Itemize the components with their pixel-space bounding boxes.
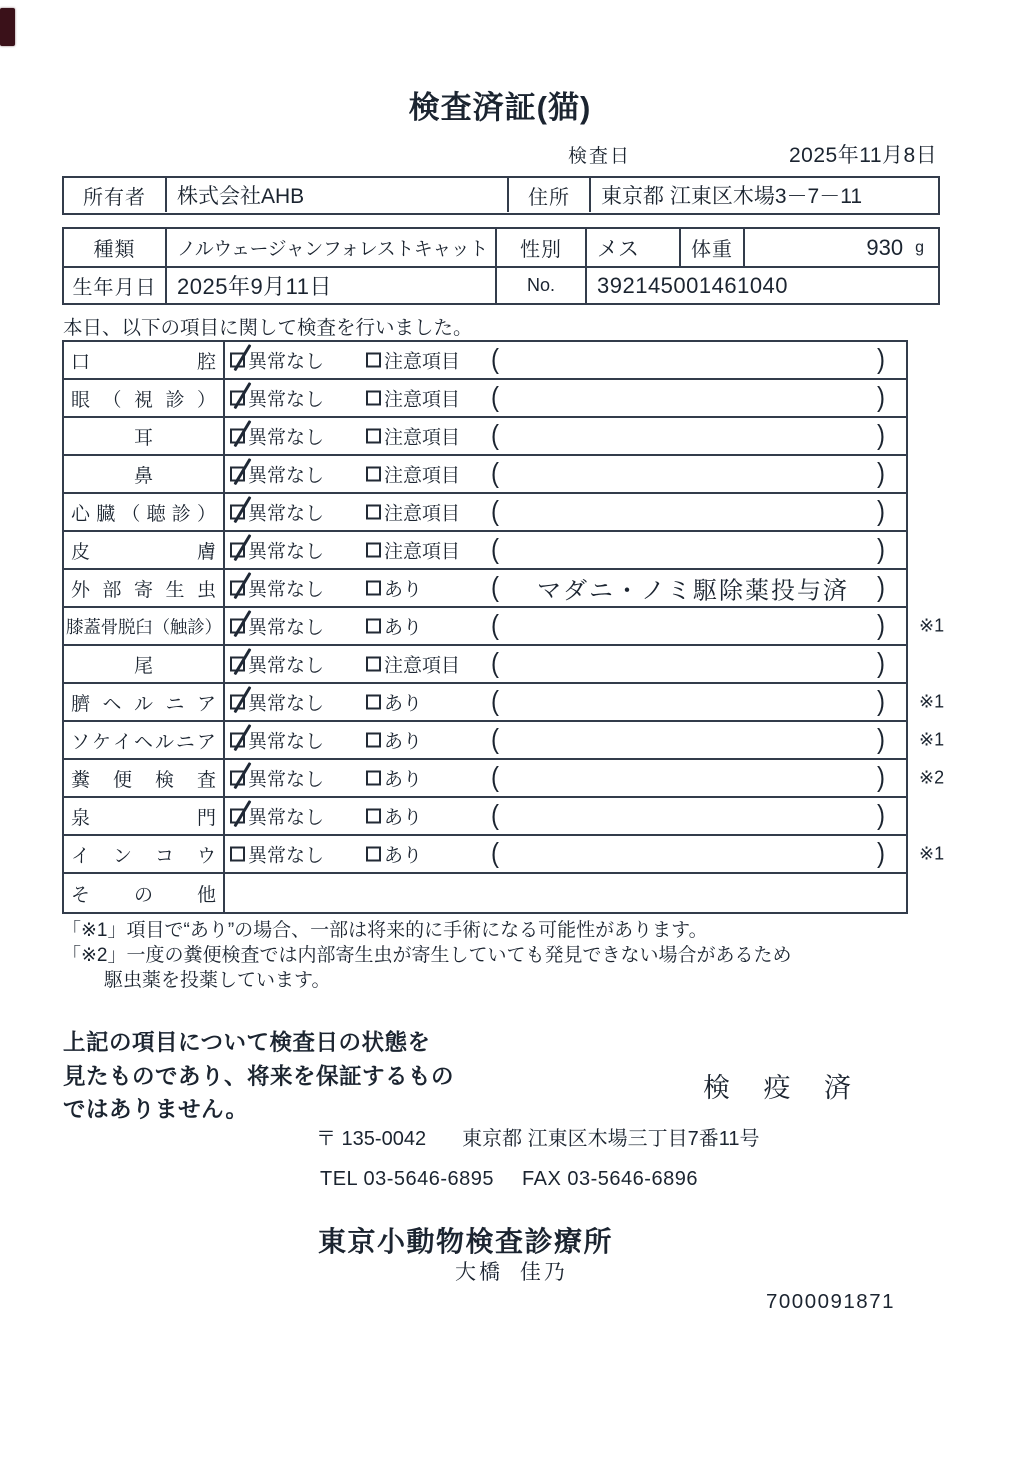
exam-item-content [225,380,906,416]
checkbox-group-ok [230,423,324,450]
checkbox-group-alt [366,499,460,526]
paren-close: ) [877,571,885,603]
disclaimer-line-2: 見たものであり、将来を保証するもの [63,1063,455,1089]
checkbox-alt-label: 注意項目 [384,465,461,487]
exam-item-content [225,418,906,454]
checkbox-alt [366,429,381,444]
pet-row-breed [64,229,938,266]
paren-close: ) [877,609,885,641]
paren-open: ( [491,457,499,489]
inspection-date-label: 検査日 [568,146,632,167]
exam-item-content [225,760,945,796]
checkbox-no-abnormality-label: 異常なし [248,389,325,411]
checkbox-no-abnormality [230,733,245,748]
serial-number: 7000091871 [766,1290,896,1313]
checkbox-group-alt [366,575,422,602]
exam-row [64,760,945,798]
checkbox-group-alt [366,423,460,450]
exam-item-content [225,456,906,492]
exam-item-content [225,874,906,912]
checkbox-no-abnormality [230,771,245,786]
exam-item-content [225,342,906,378]
exam-item-content [225,798,906,834]
paren-open: ( [491,685,499,717]
checkbox-alt [366,353,381,368]
scan-artifact [0,8,15,46]
row-note: ※1 [919,843,945,864]
checkbox-group-ok [230,461,324,488]
exam-table [62,340,945,914]
exam-item-name: 糞 便 検 査 [64,760,225,796]
birth-value: 2025年9月11日 [165,268,495,303]
owner-label: 所有者 [83,186,146,209]
checkbox-group-alt [366,613,422,640]
exam-item-name: 口 腔 [64,342,225,378]
checkbox-alt-label: あり [384,769,423,791]
exam-item-content [225,836,945,872]
paren-close: ) [877,685,885,717]
address-label: 住所 [507,178,589,212]
exam-item-content [225,608,945,644]
paren-close: ) [877,457,885,489]
exam-row [64,646,906,684]
checkbox-group-ok [230,727,324,754]
checkbox-alt [366,505,381,520]
row-note: ※1 [919,615,945,636]
exam-item-content [225,646,906,682]
checkbox-no-abnormality [230,429,245,444]
paren-open: ( [491,609,499,641]
exam-row [64,798,906,836]
checkbox-alt-label: 注意項目 [384,389,461,411]
breed-label: 種類 [93,239,136,261]
paren-close: ) [877,343,885,375]
exam-item-name: イ ン コ ウ [64,836,225,872]
checkbox-no-abnormality [230,657,245,672]
checkbox-group-alt [366,651,460,678]
checkbox-group-alt [366,689,422,716]
paren-close: ) [877,533,885,565]
disclaimer-line-3: ではありません。 [63,1097,249,1122]
exam-row [64,456,906,494]
checkbox-no-abnormality-label: 異常なし [248,579,325,601]
pet-table [62,227,940,305]
birth-label: 生年月日 [72,277,157,299]
owner-value: 株式会社AHB [165,178,507,212]
checkbox-alt [366,467,381,482]
paren-close: ) [877,419,885,451]
checkbox-alt [366,391,381,406]
exam-item-name: 臍 ヘ ル ニ ア [64,684,225,720]
paren-close: ) [877,799,885,831]
exam-item-content [225,722,945,758]
checkbox-no-abnormality-label: 異常なし [248,655,325,677]
paren-open: ( [491,571,499,603]
checkbox-no-abnormality-label: 異常なし [248,465,325,487]
no-label: No. [495,268,585,303]
paren-open: ( [491,495,499,527]
exam-item-content [225,684,945,720]
exam-item-name: 泉 門 [64,798,225,834]
checkbox-no-abnormality-label: 異常なし [248,617,325,639]
clinic-fax: FAX 03-5646-6896 [522,1168,698,1190]
checkbox-alt-label: あり [384,807,423,829]
inspection-date-value: 2025年11月8日 [789,144,938,167]
checkbox-group-ok [230,537,324,564]
pet-row-birth [64,266,938,303]
checkbox-no-abnormality [230,695,245,710]
no-value: 392145001461040 [585,268,938,303]
exam-item-name: 耳 [64,418,225,454]
note-1: 「※1」項目で“あり”の場合、一部は将来的に手術になる可能性があります。 [62,920,708,941]
checkbox-no-abnormality [230,543,245,558]
note-3: 駆虫薬を投薬しています。 [104,970,331,991]
exam-item-name: そ の 他 [64,874,225,912]
clinic-contact-row [320,1168,698,1191]
weight-label: 体重 [679,229,743,266]
checkbox-group-alt [366,385,460,412]
veterinarian-name: 大橋 佳乃 [455,1261,568,1284]
checkbox-no-abnormality [230,619,245,634]
disclaimer-statement [63,1026,454,1127]
checkbox-group-alt [366,537,460,564]
owner-table [62,176,940,215]
exam-row [64,380,906,418]
exam-item-name: 膝 蓋 骨 脱 臼 （ 触 診 ） [64,608,225,644]
checkbox-alt [366,543,381,558]
exam-item-name: 尾 [64,646,225,682]
checkbox-group-ok [230,651,324,678]
address-value: 東京都 江東区木場3－7－11 [589,178,938,212]
exam-row [64,494,906,532]
checkbox-alt [366,657,381,672]
exam-row [64,608,945,646]
exam-item-content [225,570,906,606]
checkbox-alt-label: あり [384,731,423,753]
checkbox-no-abnormality-label: 異常なし [248,769,325,791]
page-title: 検査済証(猫) [408,90,592,125]
checkbox-no-abnormality [230,581,245,596]
checkbox-no-abnormality [230,353,245,368]
row-note: ※1 [919,691,945,712]
checkbox-group-ok [230,385,324,412]
checkbox-alt [366,733,381,748]
checkbox-alt [366,771,381,786]
checkbox-group-ok [230,499,324,526]
exam-item-name: 眼 （ 視 診 ） [64,380,225,416]
breed-value: ノルウェージャンフォレストキャット [165,229,495,266]
checkbox-alt-label: あり [384,617,423,639]
exam-row [64,722,945,760]
paren-open: ( [491,761,499,793]
checkbox-alt-label: あり [384,693,423,715]
paren-close: ) [877,837,885,869]
checkbox-group-ok [230,347,324,374]
weight-value: 930 [866,234,904,260]
checkbox-group-ok [230,613,324,640]
checkbox-group-ok [230,689,324,716]
checkbox-no-abnormality [230,391,245,406]
exam-item-name: 心 臓 （ 聴 診 ） [64,494,225,530]
exam-row [64,684,945,722]
exam-item-name: 皮 膚 [64,532,225,568]
paren-open: ( [491,799,499,831]
paren-close: ) [877,381,885,413]
checkbox-no-abnormality-label: 異常なし [248,693,325,715]
weight-unit: g [915,238,924,256]
checkbox-alt [366,581,381,596]
checkbox-no-abnormality [230,467,245,482]
exam-row [64,874,906,912]
checkbox-group-ok [230,575,324,602]
paren-open: ( [491,419,499,451]
checkbox-alt-label: 注意項目 [384,541,461,563]
exam-row [64,418,906,456]
checkbox-alt [366,809,381,824]
checkbox-no-abnormality-label: 異常なし [248,541,325,563]
exam-item-content [225,532,906,568]
checkbox-alt-label: あり [384,845,423,867]
checkbox-no-abnormality [230,809,245,824]
checkbox-no-abnormality [230,505,245,520]
checkbox-alt [366,619,381,634]
clinic-address-row [316,1122,760,1151]
exam-item-name: ソ ケ イ ヘ ル ニ ア [64,722,225,758]
exam-intro: 本日、以下の項目に関して検査を行いました。 [63,317,473,339]
note-2: 「※2」一度の糞便検査では内部寄生虫が寄生していても発見できない場合があるため [62,945,792,966]
exam-row [64,570,906,608]
checkbox-alt-label: 注意項目 [384,427,461,449]
exam-row [64,532,906,570]
checkbox-alt [366,847,381,862]
row-note: ※1 [919,729,945,750]
disclaimer-line-1: 上記の項目について検査日の状態を [63,1030,431,1055]
clinic-address: 東京都 江東区木場三丁目7番11号 [462,1128,760,1150]
checkbox-alt-label: 注意項目 [384,351,461,373]
paren-open: ( [491,837,499,869]
checkbox-group-alt [366,727,422,754]
sex-value: メス [585,229,679,266]
quarantine-stamp: 検 疫 済 [703,1073,865,1103]
checkbox-alt-label: 注意項目 [384,655,461,677]
paren-close: ) [877,723,885,755]
paren-open: ( [491,381,499,413]
exam-item-name: 外 部 寄 生 虫 [64,570,225,606]
checkbox-alt [366,695,381,710]
checkbox-no-abnormality-label: 異常なし [248,503,325,525]
checkbox-group-ok [230,803,324,830]
checkbox-group-alt [366,765,422,792]
checkbox-group-ok [230,765,324,792]
paren-close: ) [877,761,885,793]
checkbox-no-abnormality-label: 異常なし [248,845,325,867]
paren-open: ( [491,343,499,375]
checkbox-no-abnormality-label: 異常なし [248,731,325,753]
clinic-tel: TEL 03-5646-6895 [320,1168,495,1190]
checkbox-no-abnormality-label: 異常なし [248,807,325,829]
exam-row [64,836,945,874]
paren-close: ) [877,495,885,527]
clinic-name: 東京小動物検査診療所 [318,1226,614,1257]
exam-item-content [225,494,906,530]
paren-close: ) [877,647,885,679]
checkbox-alt-label: あり [384,579,423,601]
checkbox-group-alt [366,461,460,488]
checkbox-group-alt [366,803,422,830]
owner-row [64,178,938,212]
weight-value-cell [743,229,938,266]
paren-open: ( [491,647,499,679]
paren-content: マダニ・ノミ駆除薬投与済 [537,577,849,605]
checkbox-no-abnormality-label: 異常なし [248,351,325,373]
exam-item-name: 鼻 [64,456,225,492]
checkbox-alt-label: 注意項目 [384,503,461,525]
checkbox-no-abnormality [230,847,245,862]
checkbox-no-abnormality-label: 異常なし [248,427,325,449]
exam-row [64,342,906,380]
checkbox-group-alt [366,841,422,868]
clinic-postal: 〒 135-0042 [316,1128,427,1150]
sex-label: 性別 [495,229,585,266]
paren-open: ( [491,533,499,565]
checkbox-group-alt [366,347,460,374]
checkbox-group-ok [230,841,324,868]
row-note: ※2 [919,767,945,788]
paren-open: ( [491,723,499,755]
